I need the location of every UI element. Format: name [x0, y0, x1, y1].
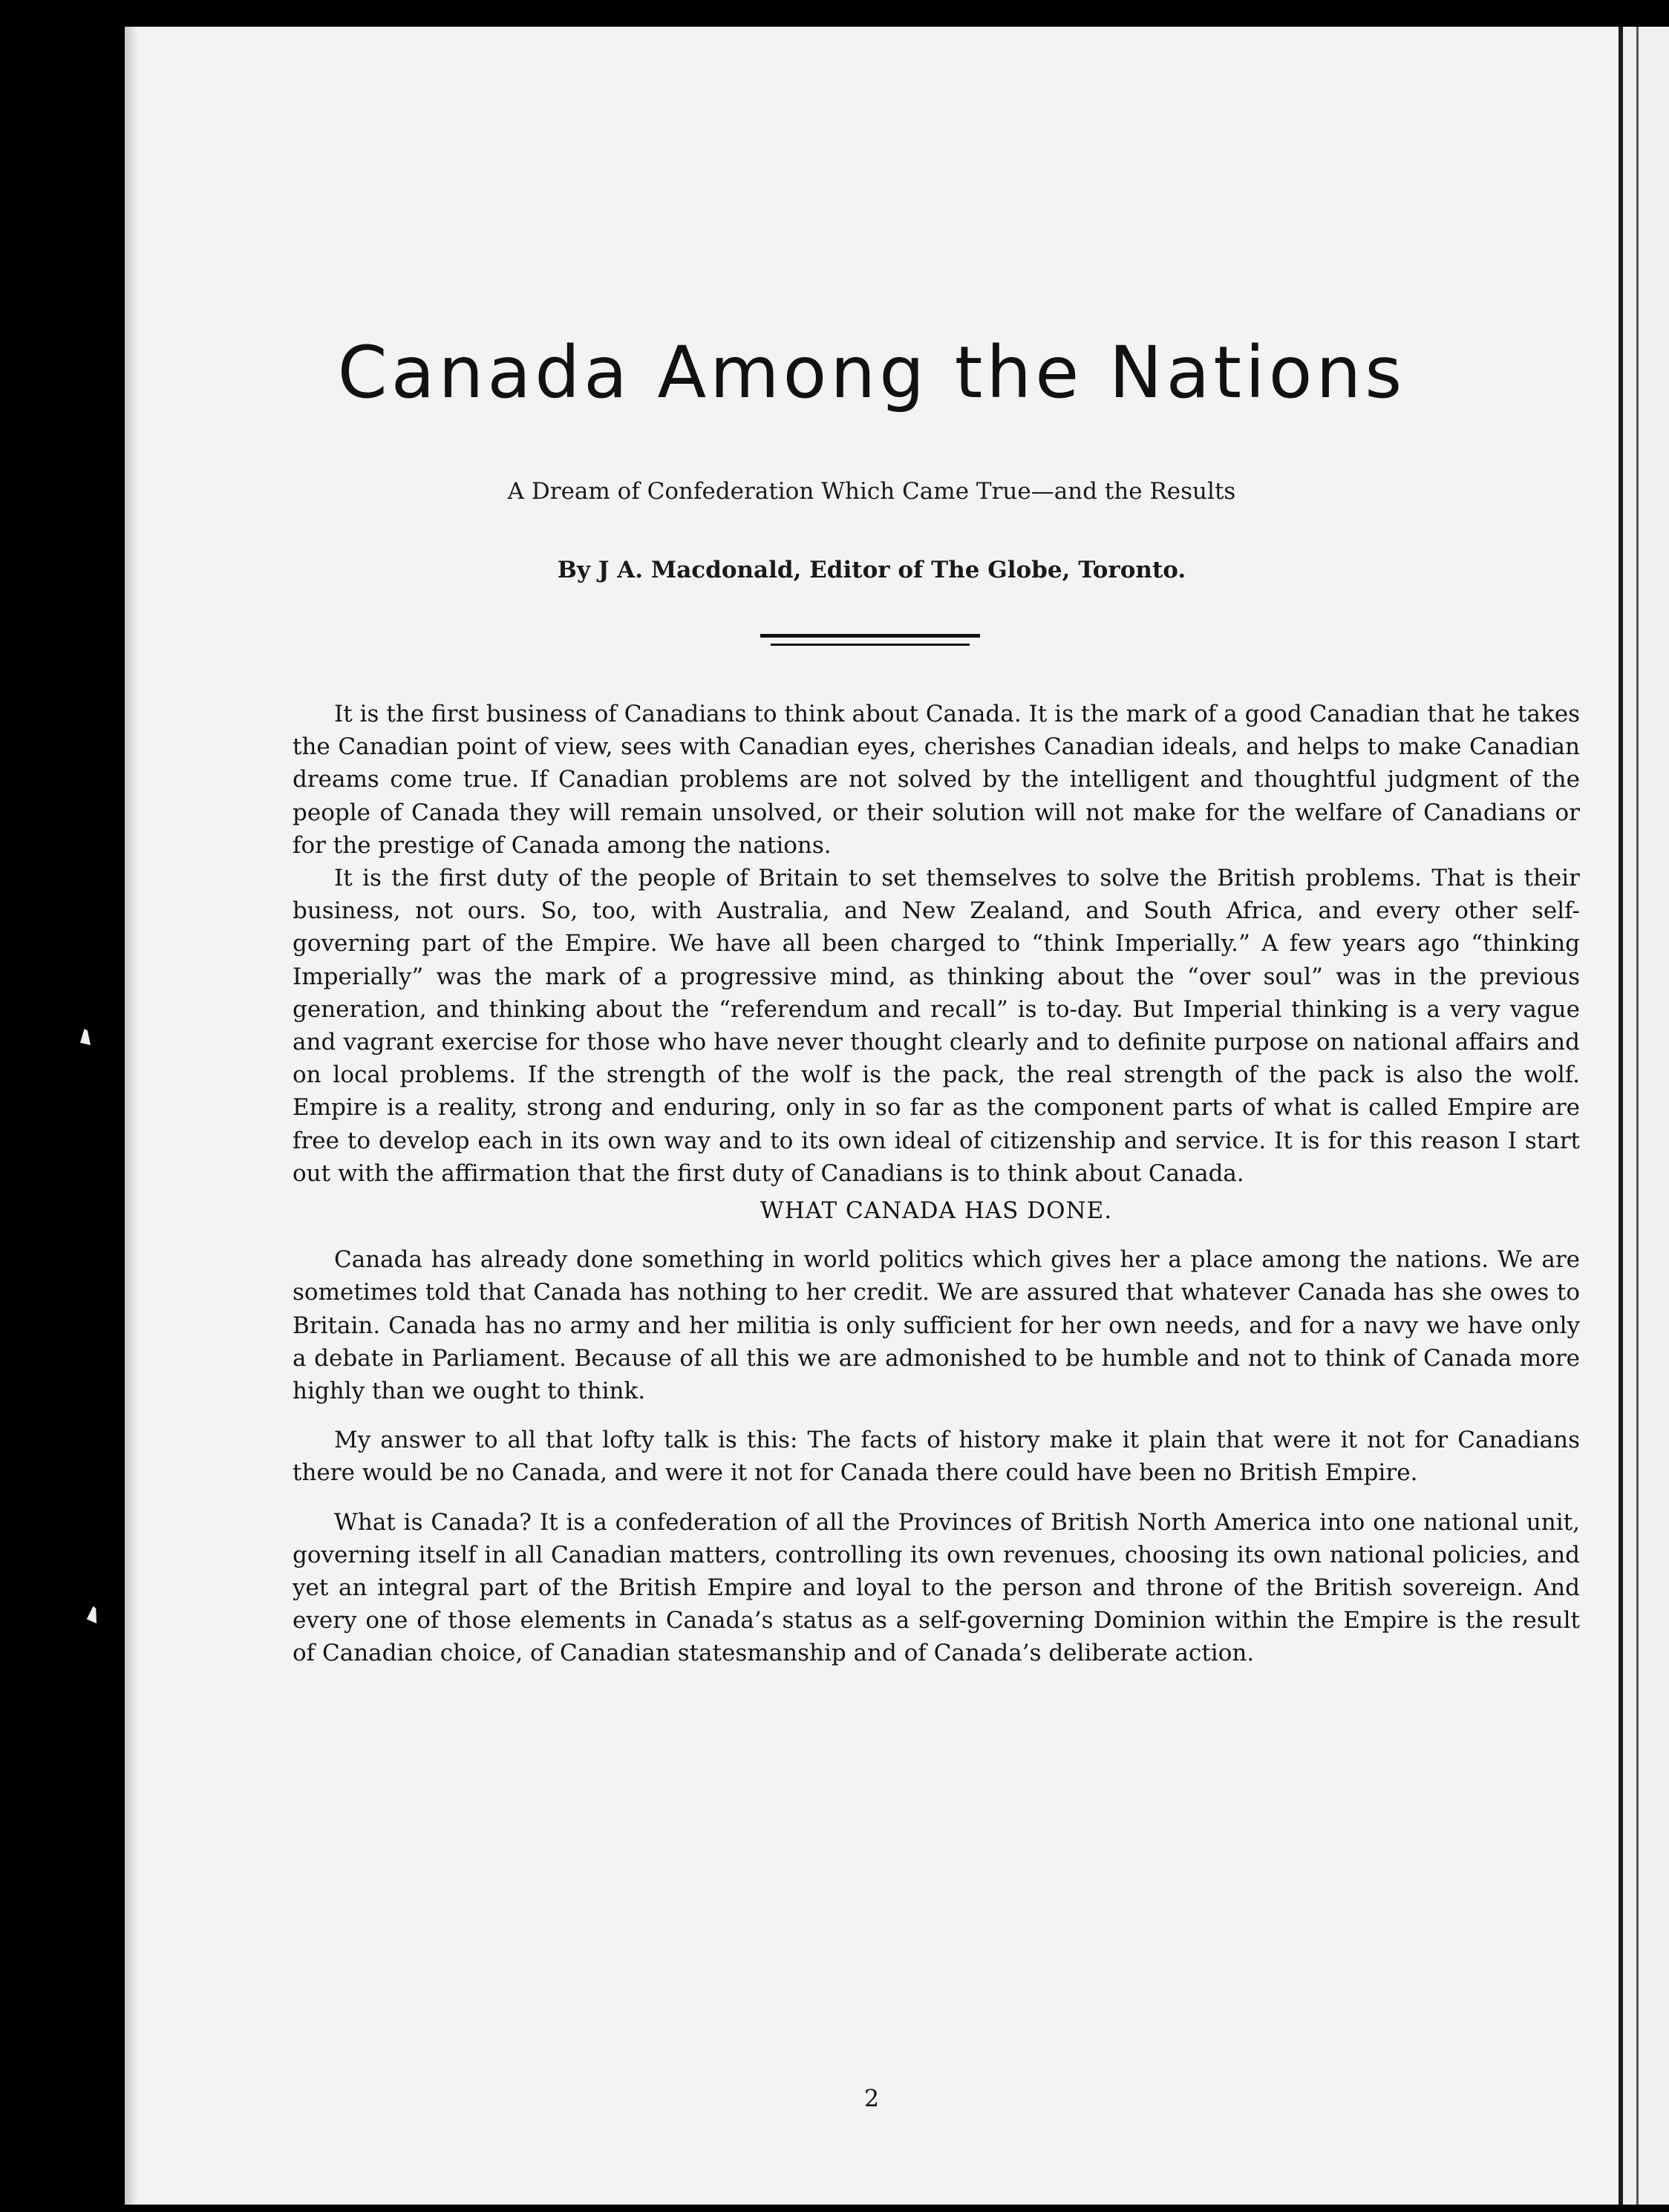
- scan-border-bottom: [0, 2205, 1669, 2212]
- paragraph: What is Canada? It is a confederation of all the Provinces of British North America into one national unit, governing itself in all Canadian matters, controlling its own revenues, choosing its own national policies, and yet an integral part of the British Empire and loyal to the person and throne of the British sovereign. And every one of those elements in Canada’s status as a self-governing Dominion within the Empire is the result of Canadian choice, of Canadian statesmanship and of Canada’s deliberate action.: [293, 1508, 1580, 1667]
- scan-border-left: [0, 27, 125, 2212]
- article-subtitle: A Dream of Confederation Which Came True—and the Results: [507, 478, 1236, 505]
- scanned-page: [125, 27, 1619, 2212]
- article-byline: [125, 557, 1619, 583]
- adjacent-page-line: [1636, 27, 1639, 2212]
- paragraph: It is the first duty of the people of Britain to set themselves to solve the British problems. That is their business, not ours. So, too, with Australia, and New Zealand, and South Africa, and every other self-governing part of the Empire. We have all been charged to “think Imperially.” A few years ago “thinking Imperially” was the mark of a progressive mind, as thinking about the “over soul” was in the previous generation, and thinking about the “referendum and recall” is to-day. But Imperial thinking is a very vague and vagrant exercise for those who have never thought clearly and to definite purpose on national affairs and on local problems. If the strength of the wolf is the pack, the real strength of the pack is also the wolf. Empire is a reality, strong and enduring, only in so far as the component parts of what is called Empire are free to develop each in its own way and to its own ideal of citizenship and service. It is for this reason I start out with the affirmation that the first duty of Canadians is to think about Canada.: [293, 865, 1580, 1187]
- scan-border-top: [0, 0, 1669, 27]
- section-heading: WHAT CANADA HAS DONE.: [760, 1197, 1113, 1225]
- adjacent-page-edge: [1619, 27, 1669, 2212]
- scan-speck: [80, 1029, 91, 1045]
- byline-text: By J A. Macdonald, Editor of The Globe, Toronto.: [557, 557, 1186, 583]
- title-rule-bottom: [771, 644, 970, 646]
- article-title: Canada Among the Nations: [337, 331, 1406, 414]
- title-rule-top: [760, 634, 980, 638]
- paragraph: It is the first business of Canadians to think about Canada. It is the mark of a good Canadian that he takes the Canadian point of view, sees with Canadian eyes, cherishes Canadian ideals, and helps to make Canadian dreams come true. If Canadian problems are not solved by the intelligent and thoughtful judgment of the people of Canada they will remain unsolved, or their solution will not make for the welfare of Canadians or for the prestige of Canada among the nations.: [293, 701, 1580, 859]
- scan-speck: [86, 1606, 99, 1623]
- paragraph: My answer to all that lofty talk is this: The facts of history make it plain that were it not for Canadians there would be no Canada, and were it not for Canada there could have been no British Empire.: [293, 1427, 1580, 1487]
- paragraph: Canada has already done something in world politics which gives her a place among the nations. We are sometimes told that Canada has nothing to her credit. We are assured that whatever Canada has she owes to Britain. Canada has no army and her militia is only sufficient for her own needs, and for a navy we have only a debate in Parliament. Because of all this we are admonished to be humble and not to think of Canada more highly than we ought to think.: [293, 1246, 1580, 1405]
- article-body: [293, 698, 1580, 1670]
- page-number: 2: [863, 2084, 880, 2113]
